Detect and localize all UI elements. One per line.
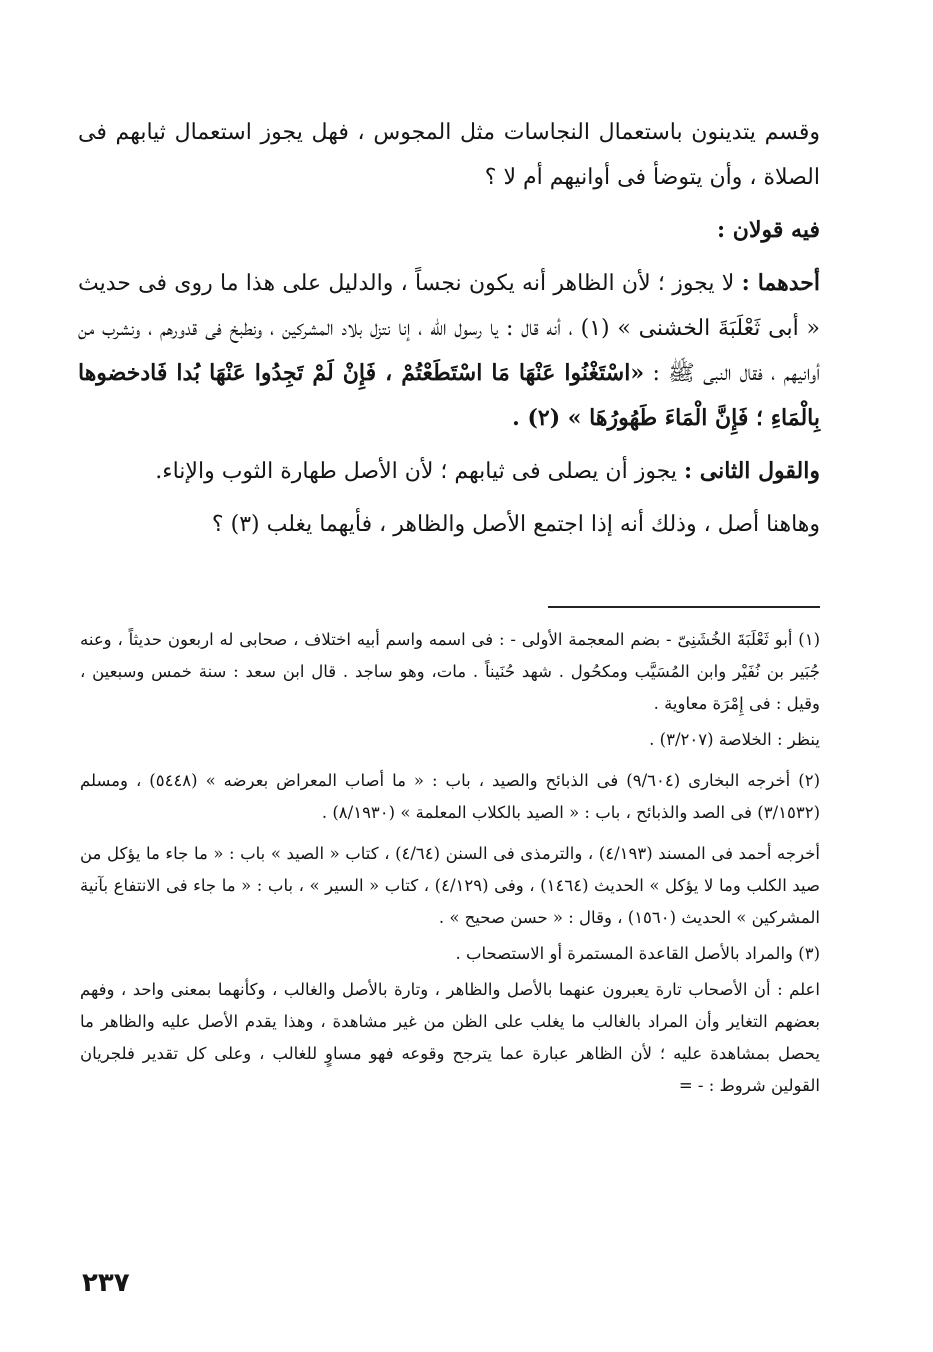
- hadith-quote: «اسْتَغْنُوا عَنْهَا مَا اسْتَطَعْتُمْ ، فَإِنْ لَمْ تَجِدُوا عَنْهَا بُدا فَادخضوها بِالْمَاءِ ؛ فَإِنَّ الْمَاءَ طَهُورُهَا » (٢) .: [78, 360, 820, 431]
- footnote-3-extra: اعلم : أن الأصحاب تارة يعبرون عنهما بالأصل والظاهر ، وتارة بالأصل والغالب ، وكأنهما بمعنى واحد ، وفهم بعضهم التغاير وأن المراد بالغالب ما يغلب على الظن من غير مشاهدة ، وهذا يقدم الأصل عليه والظاهر ما يحصل بمشاهدة عليه ؛ لأن الظاهر عبارة عما يترجح وقوعه فهو مساوٍ للغالب ، وعلى كل تقدير فلجريان القولين شروط : - =: [80, 980, 820, 1095]
- intro-paragraph: وقسم يتدينون باستعمال النجاسات مثل المجوس ، فهل يجوز استعمال ثيابهم فى الصلاة ، وأن يتوضأ فى أوانيهم أم لا ؟: [78, 120, 820, 190]
- closing-paragraph: وهاهنا أصل ، وذلك أنه إذا اجتمع الأصل والظاهر ، فأيهما يغلب (٣) ؟: [211, 512, 820, 537]
- footnote-3: (٣) والمراد بالأصل القاعدة المستمرة أو الاستصحاب .: [455, 944, 820, 963]
- second-opinion-label: والقول الثانى :: [684, 458, 820, 484]
- footnote-divider: [548, 606, 820, 608]
- first-opinion-paragraph: [78, 261, 820, 441]
- first-opinion-text: لا يجوز ؛ لأن الظاهر أنه يكون نجساً ، والدليل على هذا ما روى فى حديث « أبى ثَعْلَبَةَ الخشنى » (١) ، أنه قال : يا رسول الله ، إنا نتزل بلاد المشركين ، ونطبخ فى قدورهم ، ونشرب من أوانيهم ، فقال النبى ﷺ :: [78, 271, 820, 386]
- section-heading: فيه قولان :: [717, 217, 820, 243]
- first-opinion-label: أحدهما :: [741, 270, 820, 296]
- page-number: ٢٣٧: [82, 1268, 130, 1298]
- footnotes: [80, 624, 820, 1111]
- footnote-1: (١) أبو ثَعْلَبَةَ الخُشَنِىّ - بضم المعجمة الأولى - : فى اسمه واسم أبيه اختلاف ، صحابى له اربعون حديثاً ، وعنه جُبَير بن نُفَيْر وابن المُسَيَّب ومكحُول . شهد حُنَيناً . مات، وهو ساجد . قال ابن سعد : سنة خمس وسبعين ، وقيل : فى إِمْرَة معاوية .: [80, 630, 820, 713]
- footnote-2: (٢) أخرجه البخارى (٩/٦٠٤) فى الذبائح والصيد ، باب : « ما أصاب المعراض بعرضه » (٥٤٤٨) ، ومسلم (٣/١٥٣٢) فى الصد والذبائح ، باب : « الصيد بالكلاب المعلمة » (٨/١٩٣٠) .: [80, 771, 820, 822]
- footnote-2-extra: أخرجه أحمد فى المسند (٤/١٩٣) ، والترمذى فى السنن (٤/٦٤) ، كتاب « الصيد » باب : « ما جاء ما يؤكل من صيد الكلب وما لا يؤكل » الحديث (١٤٦٤) ، وفى (٤/١٢٩) ، كتاب « السير » ، باب : « ما جاء فى الانتفاع بآنية المشركين » الحديث (١٥٦٠) ، وقال : « حسن صحيح » .: [80, 844, 820, 927]
- main-text: [78, 110, 820, 555]
- second-opinion-text: يجوز أن يصلى فى ثيابهم ؛ لأن الأصل طهارة الثوب والإناء.: [155, 459, 678, 484]
- second-opinion-paragraph: [78, 449, 820, 494]
- footnote-1-reference: ينظر : الخلاصة (٣/٢٠٧) .: [649, 730, 820, 749]
